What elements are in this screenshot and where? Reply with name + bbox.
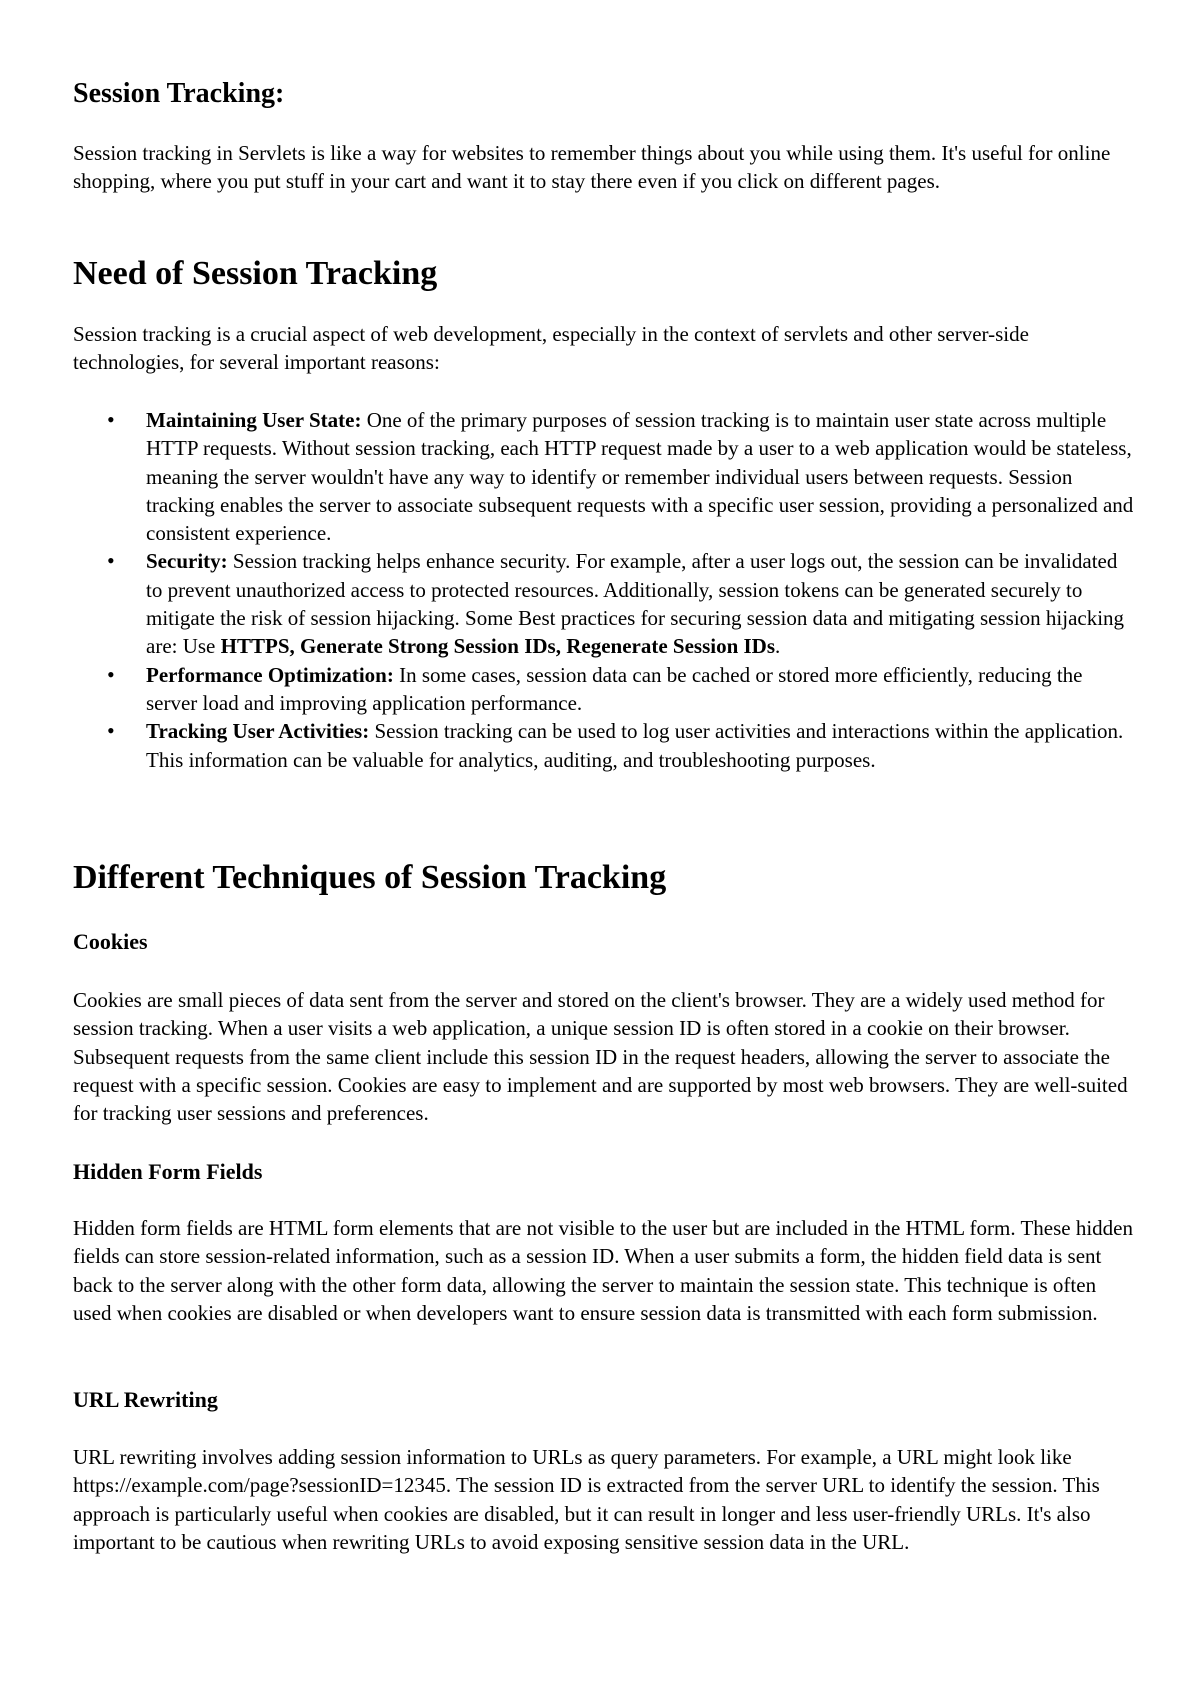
list-item-text: One of the primary purposes of session tracking is to maintain user state across multiple HTTP requests. Without session tracking, each HTTP request made by a user to a web application would be stateless, meaning the server wouldn't have any way to identify or remember individual users between requests. Session tracking enables the server to associate subsequent requests with a specific user session, providing a personalized and consistent experience. bbox=[146, 408, 1134, 546]
list-item-term: Security: bbox=[146, 549, 228, 574]
hidden-fields-paragraph: Hidden form fields are HTML form elements that are not visible to the user but are included in the HTML form. These hidden fields can store session-related information, such as a session ID. When a user submits a form, the hidden field data is sent back to the server along with the other form data, allowing the server to maintain the session state. This technique is often used when cookies are disabled or when developers want to ensure session data is transmitted with each form submission. bbox=[73, 1216, 1134, 1325]
subsection-title-hidden-form-fields: Hidden Form Fields bbox=[73, 1159, 263, 1184]
need-intro-paragraph: Session tracking is a crucial aspect of web development, especially in the context of servlets and other server-side technologies, for several important reasons: bbox=[73, 322, 1029, 375]
section-title-session-tracking: Session Tracking: bbox=[73, 78, 285, 109]
section-title-techniques: Different Techniques of Session Tracking bbox=[73, 859, 667, 896]
list-item bbox=[146, 661, 1136, 718]
subsection-title-url-rewriting: URL Rewriting bbox=[73, 1387, 218, 1412]
practice-strong-ids: Generate Strong Session IDs bbox=[300, 634, 556, 659]
subsection-title-cookies: Cookies bbox=[73, 929, 148, 954]
practice-https: HTTPS bbox=[220, 634, 290, 659]
list-item bbox=[146, 547, 1136, 660]
list-item-text: Session tracking can be used to log user activities and interactions within the application. This information can be valuable for analytics, auditing, and troubleshooting purposes. bbox=[146, 719, 1124, 772]
practice-separator: , bbox=[555, 634, 567, 659]
list-item-end: . bbox=[775, 634, 781, 659]
need-reasons-list bbox=[146, 406, 1136, 774]
list-item-term: Tracking User Activities: bbox=[146, 719, 370, 744]
practice-regenerate-ids: Regenerate Session IDs bbox=[566, 634, 776, 659]
section-title-need: Need of Session Tracking bbox=[73, 255, 438, 292]
list-item-term: Performance Optimization: bbox=[146, 662, 394, 687]
list-item bbox=[146, 717, 1136, 774]
practice-separator: , bbox=[289, 634, 300, 659]
list-item-term: Maintaining User State: bbox=[146, 408, 362, 432]
list-item-text: Session tracking helps enhance security. For example, after a user logs out, the session can be invalidated to prevent unauthorized access to protected resources. Additionally, session tokens can be generated securely to mitigate the risk of session hijacking. Some Best practices for securing session data and mitigating session hijacking are: Use bbox=[146, 549, 1125, 659]
list-item bbox=[146, 406, 1136, 547]
list-item-text: In some cases, session data can be cached or stored more efficiently, reducing the server load and improving application performance. bbox=[146, 662, 1083, 715]
session-tracking-paragraph: Session tracking in Servlets is like a way for websites to remember things about you while using them. It's useful for online shopping, where you put stuff in your cart and want it to stay there even if you click on different pages. bbox=[73, 141, 1111, 194]
url-rewriting-paragraph: URL rewriting involves adding session information to URLs as query parameters. For example, a URL might look like https://example.com/page?sessionID=12345. The session ID is extracted from the server URL to identify the session. This approach is particularly useful when cookies are disabled, but it can result in longer and less user-friendly URLs. It's also important to be cautious when rewriting URLs to avoid exposing sensitive session data in the URL. bbox=[73, 1445, 1100, 1554]
cookies-paragraph: Cookies are small pieces of data sent from the server and stored on the client's browser. They are a widely used method for session tracking. When a user visits a web application, a unique session ID is often stored in a cookie on their browser. Subsequent requests from the same client include this session ID in the request headers, allowing the server to associate the request with a specific session. Cookies are easy to implement and are supported by most web browsers. They are well-suited for tracking user sessions and preferences. bbox=[73, 988, 1128, 1126]
